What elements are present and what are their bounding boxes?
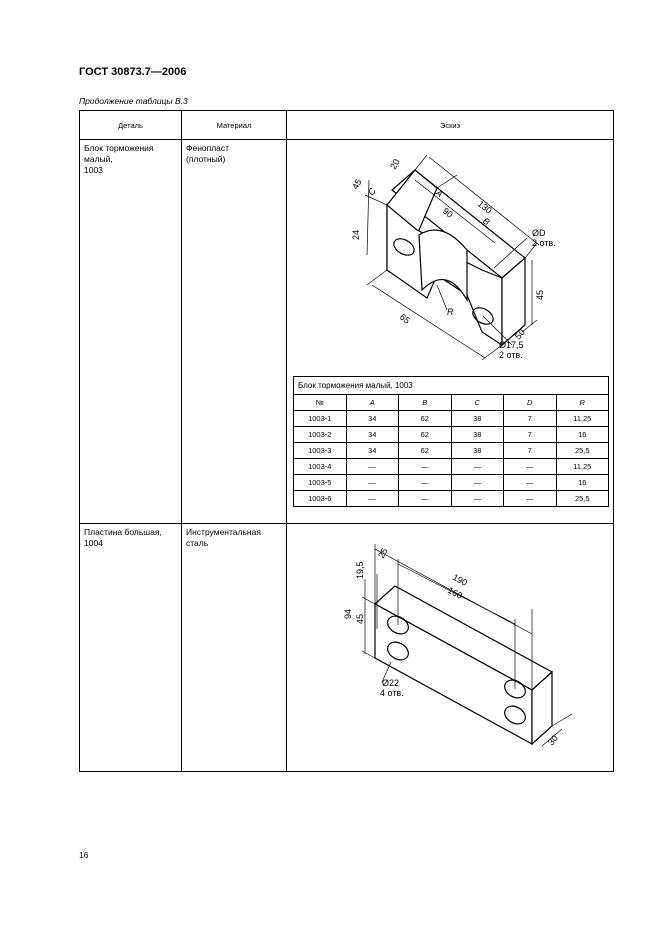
dim-45: 45 [355,613,365,624]
cell: 11,25 [556,411,609,427]
table-header-row [80,111,614,140]
page-number: 16 [79,850,89,860]
dim-20: 20 [388,157,402,171]
material-line: (плотный) [186,154,226,164]
table-row [80,140,614,524]
dim-hole: Ø22 [382,678,400,688]
part-cell [80,140,182,524]
cell: 7 [504,411,557,427]
part-number: 1003 [84,165,103,175]
dim-45-right: 45 [535,289,545,300]
document-title: ГОСТ 30873.7—2006 [79,66,187,78]
cell: 7 [504,443,557,459]
cell: 1003-3 [294,443,347,459]
dim-160: 160 [446,584,465,601]
material-line: Инструментальная [186,527,261,537]
dim-50: 50 [512,327,527,342]
dim-hole-qty: 2 отв. [499,350,523,360]
dim-d: ØD [532,228,546,238]
dim-hole: Ø17,5 [499,340,524,350]
dim-c: C [366,186,378,197]
header-sketch: Эскиз [287,111,614,140]
variants-col-header: D [504,395,557,411]
cell: 1003-5 [294,475,347,491]
material-cell [182,524,287,772]
table-caption: Продолжение таблицы В.3 [79,96,188,106]
table-row [294,459,609,475]
cell: 34 [346,411,399,427]
variants-col-header: B [399,395,452,411]
dim-45-left: 45 [350,177,364,191]
cell: 7 [504,427,557,443]
cell: — [451,491,504,507]
part-name-line: Блок торможения [84,143,154,153]
variants-header-row [294,395,609,411]
cell: 62 [399,427,452,443]
cell: 1003-1 [294,411,347,427]
cell: — [399,491,452,507]
cell: 34 [346,427,399,443]
dim-25: 25 [376,546,390,560]
part-number: 1004 [84,538,103,548]
dim-r: R [447,307,454,317]
sketch-cell [287,524,614,772]
parts-table [79,110,614,772]
header-material: Материал [182,111,287,140]
cell: 16 [556,475,609,491]
cell: 38 [451,443,504,459]
cell: 11,25 [556,459,609,475]
dim-hole-qty: 4 отв. [380,688,404,698]
dim-24: 24 [351,229,361,240]
cell: — [504,459,557,475]
dim-90: 90 [440,205,455,220]
table-row [294,491,609,507]
table-row [80,524,614,772]
dim-65: 65 [397,311,412,326]
dim-130: 130 [475,198,494,216]
cell: 62 [399,443,452,459]
cell: — [504,475,557,491]
variants-table [293,376,609,507]
material-cell [182,140,287,524]
dim-30: 30 [545,733,560,748]
table-row [294,443,609,459]
cell: — [346,491,399,507]
dim-a: A [433,187,445,200]
material-line: Фенопласт [186,143,230,153]
cell: 34 [346,443,399,459]
dim-94: 94 [343,608,353,619]
cell: 62 [399,411,452,427]
dim-d-qty: 2 отв. [532,238,556,248]
table-row [294,411,609,427]
table-row [294,475,609,491]
part-name-line: Пластина большая, [84,527,162,537]
cell: — [504,491,557,507]
cell: — [399,459,452,475]
variants-col-header: C [451,395,504,411]
part-cell [80,524,182,772]
large-plate-sketch [287,524,613,764]
cell: — [399,475,452,491]
cell: — [451,475,504,491]
cell: 1003-2 [294,427,347,443]
cell: — [451,459,504,475]
dim-b: B [480,215,492,228]
variants-col-header: R [556,395,609,411]
table-row [294,427,609,443]
cell: 38 [451,427,504,443]
cell: 16 [556,427,609,443]
header-part: Деталь [80,111,182,140]
variants-col-header: A [346,395,399,411]
part-name-line: малый, [84,154,113,164]
cell: 25,5 [556,443,609,459]
cell: 38 [451,411,504,427]
cell: — [346,459,399,475]
variants-table-title: Блок торможения малый, 1003 [294,377,609,395]
material-line: сталь [186,538,209,548]
brake-block-sketch [287,140,613,370]
dim-190: 190 [451,571,470,588]
cell: — [346,475,399,491]
cell: 1003-4 [294,459,347,475]
cell: 25,5 [556,491,609,507]
sketch-cell [287,140,614,524]
dim-19-5: 19,5 [355,561,365,579]
cell: 1003-6 [294,491,347,507]
variants-col-header: № [294,395,347,411]
